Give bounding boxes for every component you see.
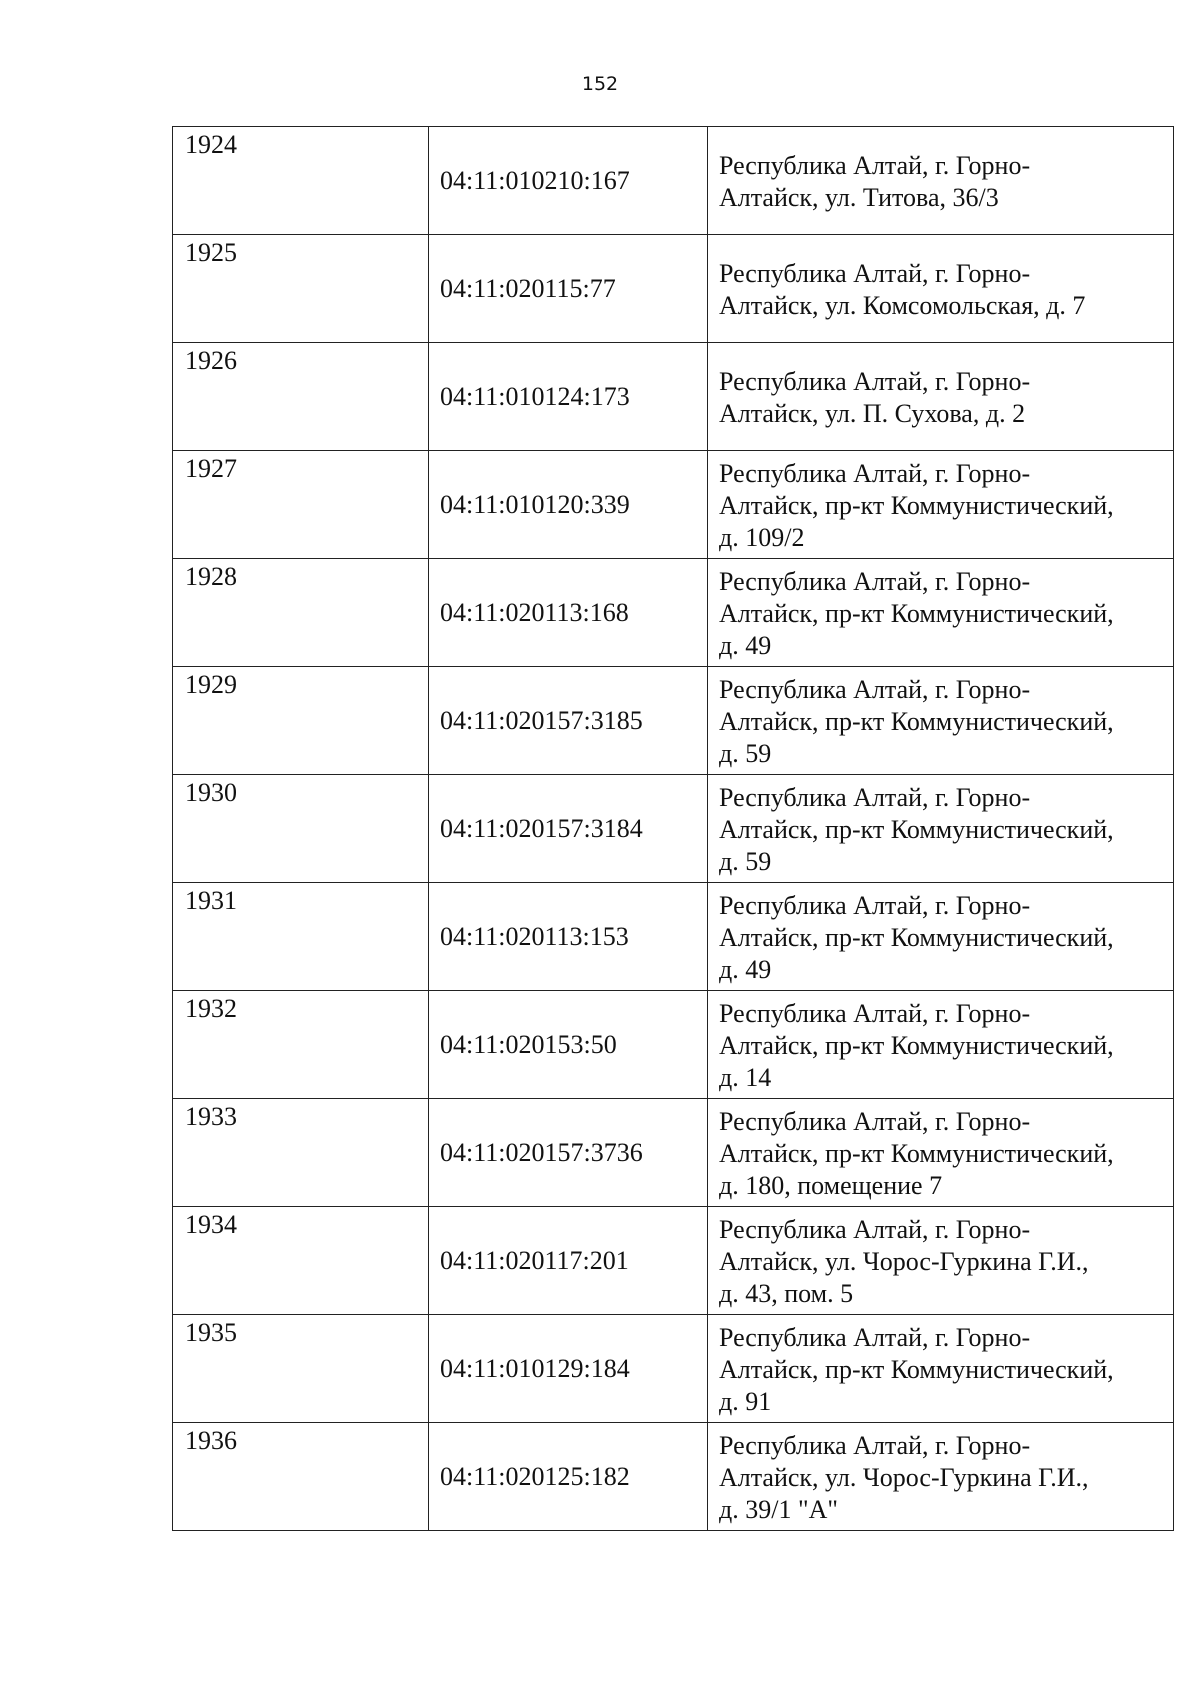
address-line: д. 14 xyxy=(719,1062,772,1092)
address-line: д. 109/2 xyxy=(719,522,805,552)
address-line: Алтайск, ул. Титова, 36/3 xyxy=(719,182,999,212)
cadastral-number: 04:11:020117:201 xyxy=(429,1207,708,1315)
address-line: Республика Алтай, г. Горно- xyxy=(719,150,1031,180)
address-line: Алтайск, ул. Чорос-Гуркина Г.И., xyxy=(719,1462,1089,1492)
record-number: 1935 xyxy=(173,1315,429,1423)
table-row xyxy=(173,235,1174,343)
address xyxy=(708,667,1174,775)
table-row xyxy=(173,1423,1174,1531)
address-line: Республика Алтай, г. Горно- xyxy=(719,1322,1031,1352)
address xyxy=(708,343,1174,451)
table-row xyxy=(173,1099,1174,1207)
cadastral-number: 04:11:010210:167 xyxy=(429,127,708,235)
address-line: Республика Алтай, г. Горно- xyxy=(719,366,1031,396)
address xyxy=(708,991,1174,1099)
address-line: д. 91 xyxy=(719,1386,772,1416)
table-row xyxy=(173,883,1174,991)
address-line: Республика Алтай, г. Горно- xyxy=(719,1214,1031,1244)
table-row xyxy=(173,451,1174,559)
address-line: Алтайск, ул. Комсомольская, д. 7 xyxy=(719,290,1086,320)
address-line: Алтайск, ул. П. Сухова, д. 2 xyxy=(719,398,1026,428)
cadastral-number: 04:11:020113:168 xyxy=(429,559,708,667)
record-number: 1929 xyxy=(173,667,429,775)
address xyxy=(708,1315,1174,1423)
cadastral-number: 04:11:010129:184 xyxy=(429,1315,708,1423)
address-line: д. 49 xyxy=(719,630,772,660)
address-line: Алтайск, пр-кт Коммунистический, xyxy=(719,922,1114,952)
table-row xyxy=(173,1207,1174,1315)
page-number: 152 xyxy=(581,73,619,95)
cadastral-number: 04:11:020113:153 xyxy=(429,883,708,991)
address-line: д. 59 xyxy=(719,738,772,768)
table-row xyxy=(173,1315,1174,1423)
address xyxy=(708,559,1174,667)
address-line: Алтайск, пр-кт Коммунистический, xyxy=(719,1138,1114,1168)
address xyxy=(708,883,1174,991)
record-number: 1933 xyxy=(173,1099,429,1207)
address-line: Республика Алтай, г. Горно- xyxy=(719,998,1031,1028)
record-number: 1927 xyxy=(173,451,429,559)
record-number: 1924 xyxy=(173,127,429,235)
cadastral-number: 04:11:020157:3185 xyxy=(429,667,708,775)
record-number: 1926 xyxy=(173,343,429,451)
address-line: Алтайск, пр-кт Коммунистический, xyxy=(719,706,1114,736)
address-line: Республика Алтай, г. Горно- xyxy=(719,566,1031,596)
address xyxy=(708,1423,1174,1531)
cadastral-number: 04:11:010120:339 xyxy=(429,451,708,559)
record-number: 1936 xyxy=(173,1423,429,1531)
cadastral-number: 04:11:020157:3184 xyxy=(429,775,708,883)
address xyxy=(708,1099,1174,1207)
address-line: Алтайск, пр-кт Коммунистический, xyxy=(719,814,1114,844)
cadastral-number: 04:11:020157:3736 xyxy=(429,1099,708,1207)
address-line: Республика Алтай, г. Горно- xyxy=(719,674,1031,704)
cadastral-number: 04:11:020115:77 xyxy=(429,235,708,343)
address xyxy=(708,775,1174,883)
address-line: Республика Алтай, г. Горно- xyxy=(719,458,1031,488)
record-number: 1932 xyxy=(173,991,429,1099)
record-number: 1930 xyxy=(173,775,429,883)
address-line: д. 39/1 "А" xyxy=(719,1494,838,1524)
address-line: д. 180, помещение 7 xyxy=(719,1170,943,1200)
record-number: 1931 xyxy=(173,883,429,991)
address-line: Алтайск, пр-кт Коммунистический, xyxy=(719,490,1114,520)
table-row xyxy=(173,667,1174,775)
address xyxy=(708,451,1174,559)
registry-table xyxy=(172,126,1174,1531)
cadastral-number: 04:11:020125:182 xyxy=(429,1423,708,1531)
table-row xyxy=(173,559,1174,667)
cadastral-number: 04:11:010124:173 xyxy=(429,343,708,451)
address-line: д. 49 xyxy=(719,954,772,984)
address-line: Алтайск, пр-кт Коммунистический, xyxy=(719,598,1114,628)
registry-body xyxy=(173,127,1174,1531)
cadastral-number: 04:11:020153:50 xyxy=(429,991,708,1099)
address-line: Республика Алтай, г. Горно- xyxy=(719,890,1031,920)
table-row xyxy=(173,127,1174,235)
table-row xyxy=(173,991,1174,1099)
address-line: Алтайск, пр-кт Коммунистический, xyxy=(719,1030,1114,1060)
address xyxy=(708,235,1174,343)
address-line: д. 43, пом. 5 xyxy=(719,1278,854,1308)
address-line: д. 59 xyxy=(719,846,772,876)
record-number: 1925 xyxy=(173,235,429,343)
address-line: Республика Алтай, г. Горно- xyxy=(719,782,1031,812)
table-row xyxy=(173,343,1174,451)
address xyxy=(708,127,1174,235)
address-line: Алтайск, ул. Чорос-Гуркина Г.И., xyxy=(719,1246,1089,1276)
address-line: Республика Алтай, г. Горно- xyxy=(719,1430,1031,1460)
record-number: 1934 xyxy=(173,1207,429,1315)
address-line: Республика Алтай, г. Горно- xyxy=(719,258,1031,288)
address-line: Алтайск, пр-кт Коммунистический, xyxy=(719,1354,1114,1384)
address xyxy=(708,1207,1174,1315)
table-row xyxy=(173,775,1174,883)
address-line: Республика Алтай, г. Горно- xyxy=(719,1106,1031,1136)
record-number: 1928 xyxy=(173,559,429,667)
